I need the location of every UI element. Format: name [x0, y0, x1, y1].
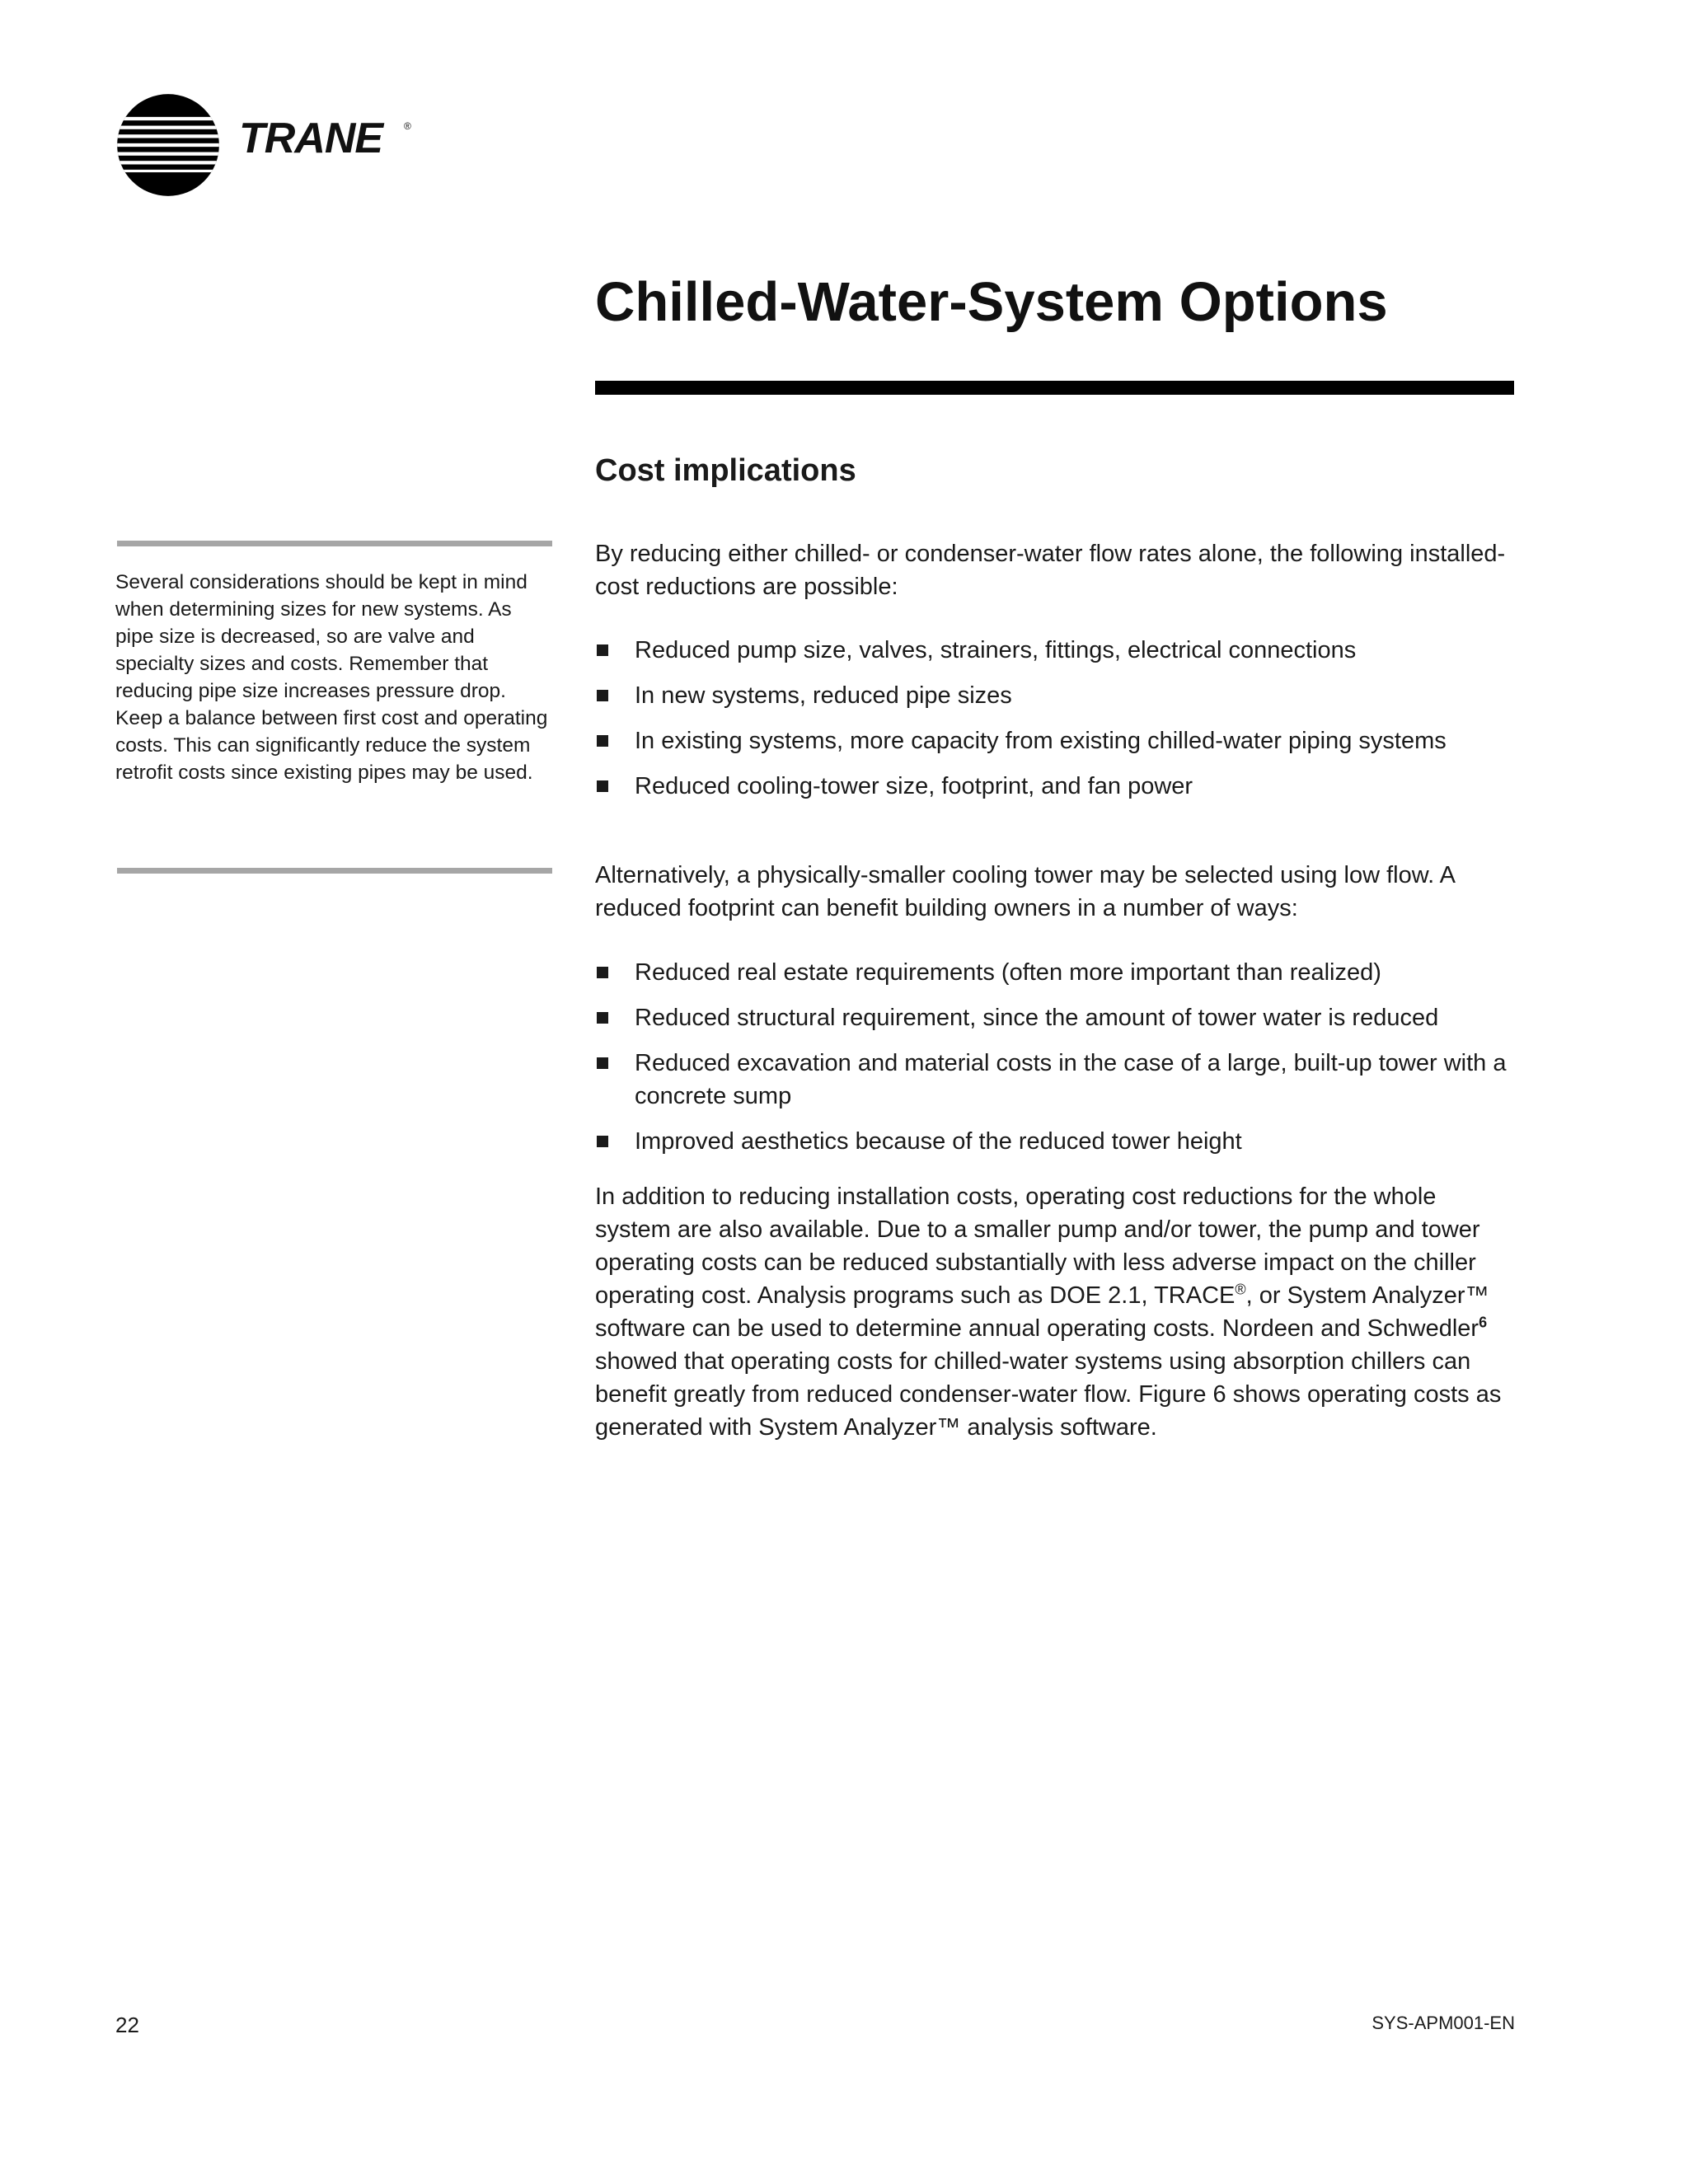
footnote-reference: 6: [1479, 1314, 1488, 1331]
list-item: Improved aesthetics because of the reduced tower height: [595, 1125, 1518, 1158]
square-bullet-icon: [597, 967, 608, 978]
alternative-block: [595, 859, 1518, 925]
sidebar-note: Several considerations should be kept in mind when determining sizes for new systems. As pipe size is decreased, so are valve and specialty sizes and costs. Remember that reducing pipe size increases pressure drop. Keep a balance between first cost and operating costs. This can significantly reduce the system retrofit costs since existing pipes may be used.: [115, 571, 548, 784]
list-item: In existing systems, more capacity from existing chilled-water piping systems: [595, 724, 1518, 757]
document-code: SYS-APM001-EN: [1372, 2013, 1515, 2033]
list-item: In new systems, reduced pipe sizes: [595, 679, 1518, 712]
footprint-list-block: [595, 956, 1518, 1158]
operating-paragraph: In addition to reducing installation costs, operating cost reductions for the whole system are also available. Due to a smaller pump and/or tower, the pump and tower operating costs can be reduced substantially with less adverse impact on the chiller operating cost. Analysis programs such as DOE 2.1, TRACE®, or System Analyzer™ software can be used to determine annual operating costs. Nordeen and Schwedler$^6$ showed that operating costs for chilled-water systems using absorption chillers can benefit greatly from reduced condenser-water flow. Figure 6 shows operating costs as generated with System Analyzer™ analysis software.: [595, 1183, 1502, 1441]
intro-block: [595, 537, 1518, 603]
alternative-paragraph: Alternatively, a physically-smaller cooling tower may be selected using low flow. A reduced footprint can benefit building owners in a number of ways:: [595, 862, 1455, 921]
sidebar-top-rule: [117, 541, 552, 546]
registered-mark: ®: [1235, 1281, 1246, 1298]
list-item: Reduced pump size, valves, strainers, fittings, electrical connections: [595, 634, 1518, 667]
list-item: Reduced excavation and material costs in the case of a large, built-up tower with a concrete sump: [595, 1047, 1518, 1113]
list-item: Reduced real estate requirements (often more important than realized): [595, 956, 1518, 989]
title-rule: [595, 381, 1514, 395]
square-bullet-icon: [597, 1057, 608, 1069]
sidebar-bottom-rule: [117, 868, 552, 874]
page-title: Chilled-Water-System Options: [595, 271, 1388, 333]
section-heading: Cost implications: [595, 453, 856, 488]
square-bullet-icon: [597, 644, 608, 656]
square-bullet-icon: [597, 780, 608, 792]
operating-block: [595, 1180, 1518, 1444]
square-bullet-icon: [597, 735, 608, 747]
page-number: 22: [115, 2013, 139, 2037]
installed-cost-list: [595, 634, 1518, 803]
square-bullet-icon: [597, 1012, 608, 1024]
list-item: Reduced cooling-tower size, footprint, and fan power: [595, 770, 1518, 803]
brand-wordmark: TRANE: [239, 115, 383, 162]
list-item: Reduced structural requirement, since the amount of tower water is reduced: [595, 1001, 1518, 1034]
square-bullet-icon: [597, 690, 608, 701]
installed-cost-list-block: [595, 634, 1518, 803]
footprint-list: [595, 956, 1518, 1158]
square-bullet-icon: [597, 1136, 608, 1147]
registered-mark: ®: [404, 120, 411, 132]
intro-paragraph: By reducing either chilled- or condenser-water flow rates alone, the following installed-cost reductions are possible:: [595, 541, 1506, 600]
